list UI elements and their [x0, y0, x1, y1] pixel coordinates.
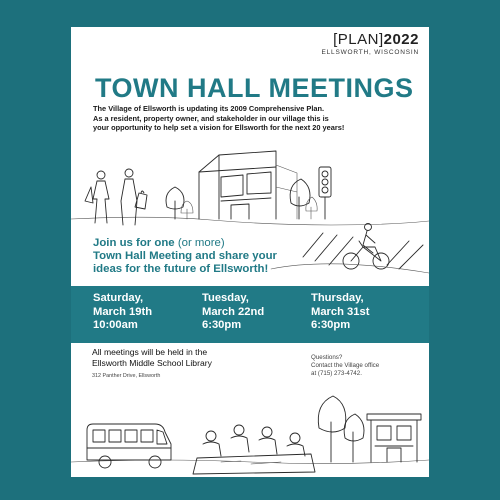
contact-heading: Questions? [311, 354, 343, 361]
page-title: TOWN HALL MEETINGS [95, 73, 414, 103]
community-meeting-icon [193, 425, 315, 474]
contact-line: Contact the Village office [311, 361, 380, 369]
community-scene-illustration [71, 382, 429, 477]
logo-plan-text: [PLAN] [333, 31, 384, 48]
location-line: All meetings will be held in the [92, 347, 208, 357]
plan-logo [321, 31, 419, 56]
intro-line: As a resident, property owner, and stakeholder in our village this is [93, 113, 329, 123]
school-bus-icon [87, 424, 171, 468]
meeting-location [92, 347, 212, 382]
meeting-date [93, 292, 152, 333]
flyer [71, 27, 429, 477]
meeting-date-text: March 19th [93, 305, 153, 318]
meeting-time: 6:30pm [311, 319, 351, 331]
intro-paragraph [93, 104, 423, 133]
meeting-day: Thursday, [311, 292, 364, 304]
logo-location: ELLSWORTH, WISCONSIN [321, 49, 419, 56]
meeting-date [202, 292, 264, 333]
meeting-date-text: March 22nd [202, 305, 265, 318]
meeting-date-text: March 31st [311, 305, 370, 318]
cta-line: ideas for the future of Ellsworth! [93, 263, 269, 275]
call-to-action [93, 237, 277, 276]
cta-line: Join us for one [93, 237, 178, 249]
storefront-icon [367, 414, 421, 462]
contact-info [311, 354, 379, 377]
cyclist-icon [343, 224, 389, 270]
meeting-day: Saturday, [93, 292, 144, 304]
building-icon [199, 151, 297, 219]
tree-icon [166, 187, 193, 219]
location-address: 312 Panther Drive, Ellsworth [92, 373, 161, 379]
cta-parenthetical: (or more) [177, 237, 225, 249]
tree-icon [318, 396, 364, 462]
traffic-light-icon [319, 167, 331, 219]
meeting-time: 10:00am [93, 319, 138, 331]
shoppers-icon [85, 169, 147, 225]
meeting-day: Tuesday, [202, 292, 249, 304]
meeting-date [311, 292, 369, 333]
meeting-time: 6:30pm [202, 319, 242, 331]
cta-line: Town Hall Meeting and share your [93, 250, 277, 262]
intro-line: your opportunity to help set a vision for Ellsworth for the next 20 years! [93, 123, 345, 133]
tree-icon [290, 179, 317, 219]
location-line: Ellsworth Middle School Library [92, 357, 212, 368]
logo-year: 2022 [383, 31, 419, 48]
contact-phone: at (715) 273-4742. [311, 369, 362, 377]
meeting-dates-band [71, 286, 429, 343]
intro-line: The Village of Ellsworth is updating its 2009 Comprehensive Plan. [93, 104, 325, 113]
